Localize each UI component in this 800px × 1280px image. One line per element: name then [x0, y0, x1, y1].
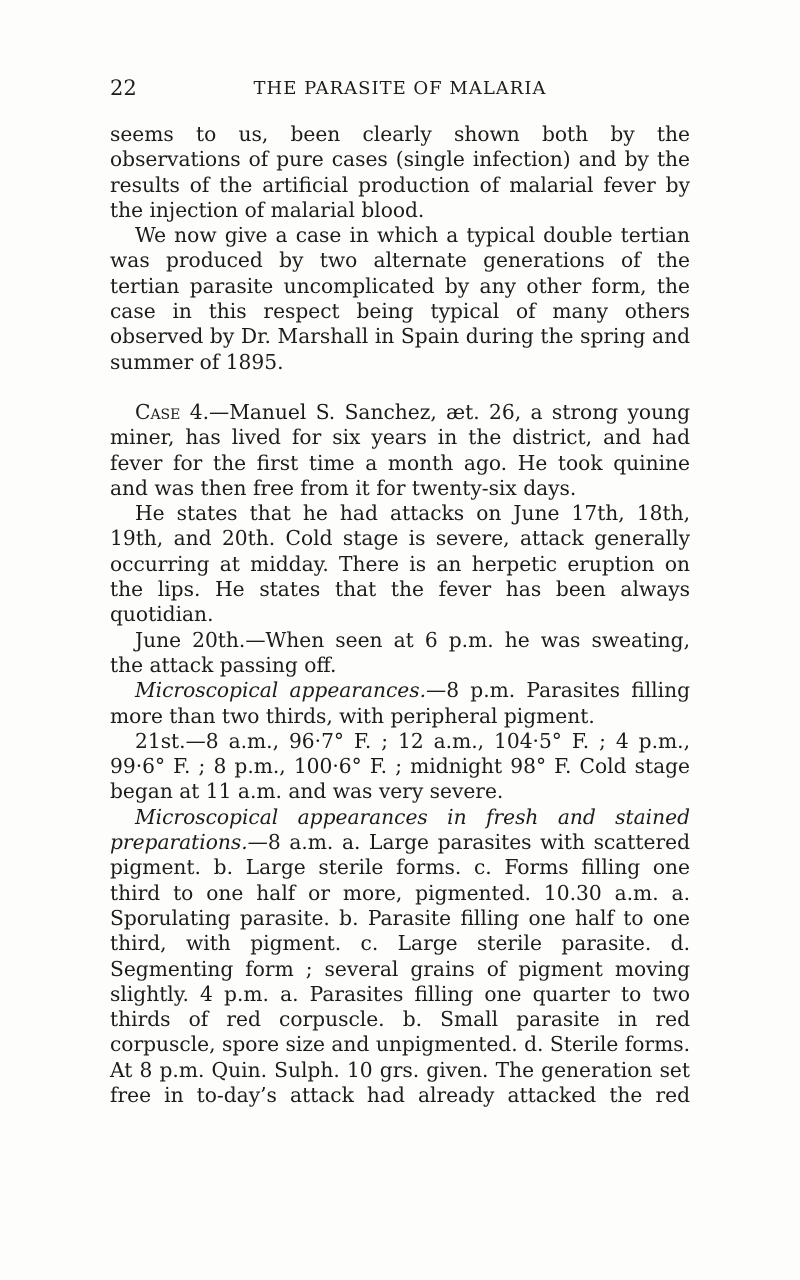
- paragraph-fresh-stained: [110, 805, 690, 1109]
- microscopical-fresh-heading: Microscopical appearances in fresh and stained preparations.: [110, 804, 690, 855]
- microscopical-heading: Microscopical appearances.: [135, 678, 427, 703]
- page-body: [110, 122, 690, 1108]
- case-label: Case 4.: [135, 399, 210, 424]
- paragraph-continuation: seems to us, been clearly shown both by the observations of pure cases (single infection) and by the results of the artificial production of malarial fever by the injection of malarial blood.: [110, 122, 690, 222]
- fresh-stained-text: —8 a.m. a. Large parasites with scattered pigment. b. Large sterile forms. c. Forms filling one third to one half or more, pigmented. 10.30 a.m. a. Sporulating parasite. b. Parasite filling one half to one third, with pigment. c. Large sterile parasite. d. Segmenting form ; several grains of pigment moving slightly. 4 p.m. a. Parasites filling one quarter to two thirds of red corpuscle. b. Small parasite in red corpuscle, spore size and unpigmented. d. Sterile forms. At 8 p.m. Quin. Sulph. 10 grs. given. The generation set free in to-day’s attack had already attacked the red: [110, 830, 690, 1107]
- case-text: Manuel S. Sanchez, æt. 26, a strong young miner, has lived for six years in the district, and had fever for the first time a month ago. He took quinine and was then free from it for twenty-six days.: [110, 399, 690, 500]
- paragraph-21st: 21st.—8 a.m., 96·7° F. ; 12 a.m., 104·5° F. ; 4 p.m., 99·6° F. ; 8 p.m., 100·6° F. ; midnight 98° F. Cold stage began at 11 a.m. and was very severe.: [110, 728, 690, 804]
- case-dash: —: [209, 399, 230, 424]
- paragraph-june-20: June 20th.—When seen at 6 p.m. he was sweating, the attack passing off.: [110, 627, 690, 677]
- paragraph-case-4: [110, 400, 690, 501]
- microscopical-text: —8 p.m. Parasites filling more than two thirds, with peripheral pigment.: [110, 678, 690, 728]
- running-head: THE PARASITE OF MALARIA: [253, 78, 547, 99]
- paragraph-attacks: He states that he had attacks on June 17th, 18th, 19th, and 20th. Cold stage is severe, attack generally occurring at midday. There is an herpetic eruption on the lips. He states that the fever has been always quotidian.: [110, 501, 690, 627]
- paragraph-double-tertian: We now give a case in which a typical double tertian was produced by two alternate generations of the tertian parasite uncomplicated by any other form, the case in this respect being typical of many others observed by Dr. Marshall in Spain during the spring and summer of 1895.: [110, 223, 690, 374]
- page-number: 22: [110, 76, 137, 100]
- paragraph-microscopical: [110, 678, 690, 729]
- page-header: [110, 76, 690, 102]
